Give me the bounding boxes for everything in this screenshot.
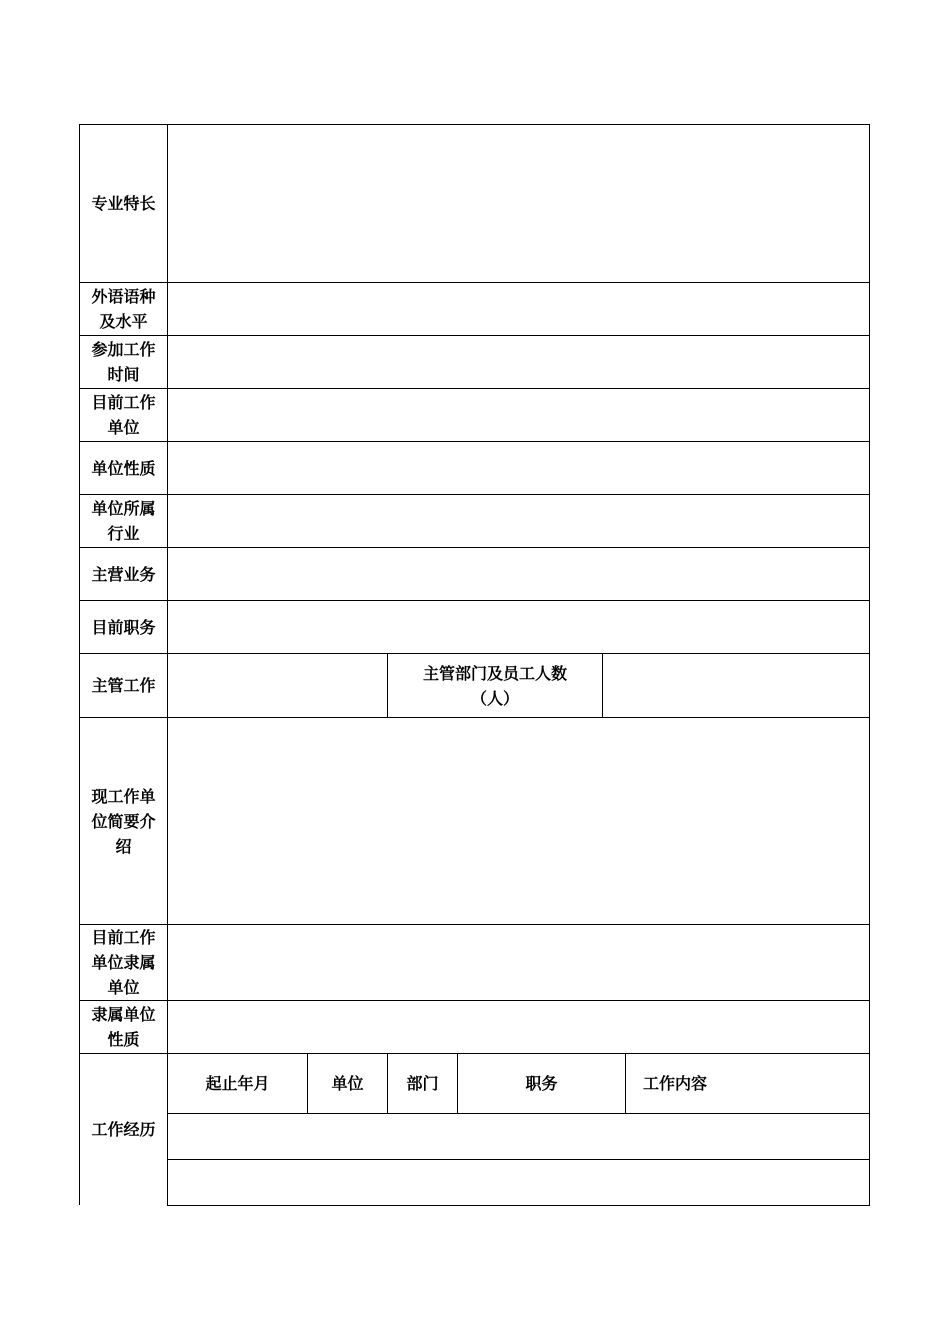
work-history-col-position: 职务 xyxy=(457,1053,626,1114)
employer-intro-field[interactable] xyxy=(167,717,870,925)
foreign-language-field[interactable] xyxy=(167,282,870,336)
parent-nature-field[interactable] xyxy=(167,1000,870,1054)
specialty-field[interactable] xyxy=(167,124,870,283)
current-employer-field[interactable] xyxy=(167,388,870,442)
main-business-label: 主营业务 xyxy=(79,547,168,601)
main-business-field[interactable] xyxy=(167,547,870,601)
work-history-col-employer: 单位 xyxy=(307,1053,388,1114)
work-history-row[interactable] xyxy=(167,1159,870,1206)
work-history-col-department: 部门 xyxy=(387,1053,458,1114)
employer-industry-field[interactable] xyxy=(167,494,870,548)
current-employer-label: 目前工作单位 xyxy=(79,388,168,442)
current-position-label: 目前职务 xyxy=(79,600,168,654)
specialty-label: 专业特长 xyxy=(79,124,168,283)
foreign-language-label: 外语语种及水平 xyxy=(79,282,168,336)
employer-parent-label: 目前工作单位隶属单位 xyxy=(79,924,168,1001)
work-history-label: 工作经历 xyxy=(79,1053,168,1205)
dept-staff-count-label: 主管部门及员工人数（人） xyxy=(387,653,603,718)
managed-work-label: 主管工作 xyxy=(79,653,168,718)
employer-nature-field[interactable] xyxy=(167,441,870,495)
dept-staff-count-field[interactable] xyxy=(602,653,870,718)
employer-parent-field[interactable] xyxy=(167,924,870,1001)
work-history-col-period: 起止年月 xyxy=(167,1053,308,1114)
work-start-time-label: 参加工作时间 xyxy=(79,335,168,389)
parent-nature-label: 隶属单位性质 xyxy=(79,1000,168,1054)
work-start-time-field[interactable] xyxy=(167,335,870,389)
work-history-row[interactable] xyxy=(167,1113,870,1160)
managed-work-field[interactable] xyxy=(167,653,388,718)
current-position-field[interactable] xyxy=(167,600,870,654)
employer-nature-label: 单位性质 xyxy=(79,441,168,495)
employer-industry-label: 单位所属行业 xyxy=(79,494,168,548)
work-history-col-content: 工作内容 xyxy=(625,1053,870,1114)
employer-intro-label: 现工作单位简要介绍 xyxy=(79,717,168,925)
